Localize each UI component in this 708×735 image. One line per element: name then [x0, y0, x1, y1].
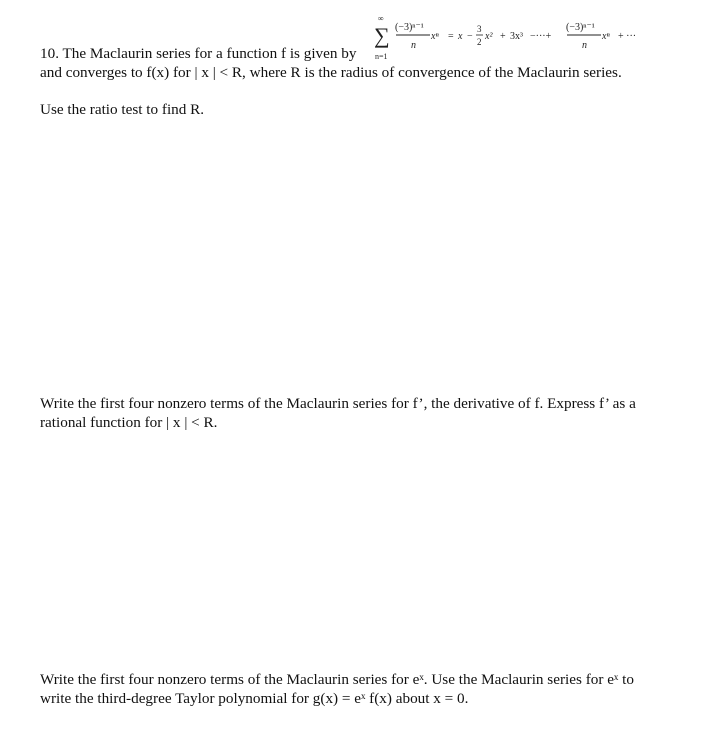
series-formula-svg [372, 14, 672, 62]
term-2-variable: x² [485, 31, 493, 42]
sigma-lower-limit: n=1 [375, 52, 388, 61]
part-a-question: Use the ratio test to find R. [40, 101, 205, 118]
minus-sign: − [467, 31, 473, 42]
convergence-statement: and converges to f(x) for | x | < R, where R is the radius of convergence of the Maclaurin series. [40, 64, 622, 81]
general-term-numerator: (−3)ⁿ⁻¹ [395, 22, 424, 33]
plus-sign: + [500, 31, 506, 42]
general-term-denominator: n [411, 40, 416, 51]
problem-number: 10. [40, 45, 59, 62]
term-2-denominator: 2 [477, 37, 482, 47]
series-formula [372, 14, 672, 62]
equals-sign: = [448, 31, 454, 42]
middle-ellipsis: −···+ [530, 31, 552, 42]
term-2-numerator: 3 [477, 24, 482, 34]
part-c-question-line-2: write the third-degree Taylor polynomial for g(x) = eˣ f(x) about x = 0. [40, 690, 469, 707]
part-b-question-line-2: rational function for | x | < R. [40, 414, 218, 431]
sigma-symbol: ∑ [374, 23, 390, 48]
nth-term-power: xⁿ [602, 31, 610, 42]
term-3: 3x³ [510, 31, 523, 42]
part-c-question-line-1: Write the first four nonzero terms of the Maclaurin series for eˣ. Use the Maclaurin series for eˣ to [40, 671, 634, 688]
general-term-power: xⁿ [431, 31, 439, 42]
nth-term-numerator: (−3)ⁿ⁻¹ [566, 22, 595, 33]
nth-term-denominator: n [582, 40, 587, 51]
problem-intro [40, 44, 356, 63]
term-1: x [458, 31, 463, 42]
trailing-ellipsis: + ··· [618, 31, 637, 42]
problem-intro-text: The Maclaurin series for a function f is given by [62, 45, 357, 62]
part-b-question-line-1: Write the first four nonzero terms of the Maclaurin series for f’, the derivative of f. Express f’ as a [40, 395, 636, 412]
sigma-upper-limit: ∞ [378, 14, 384, 23]
